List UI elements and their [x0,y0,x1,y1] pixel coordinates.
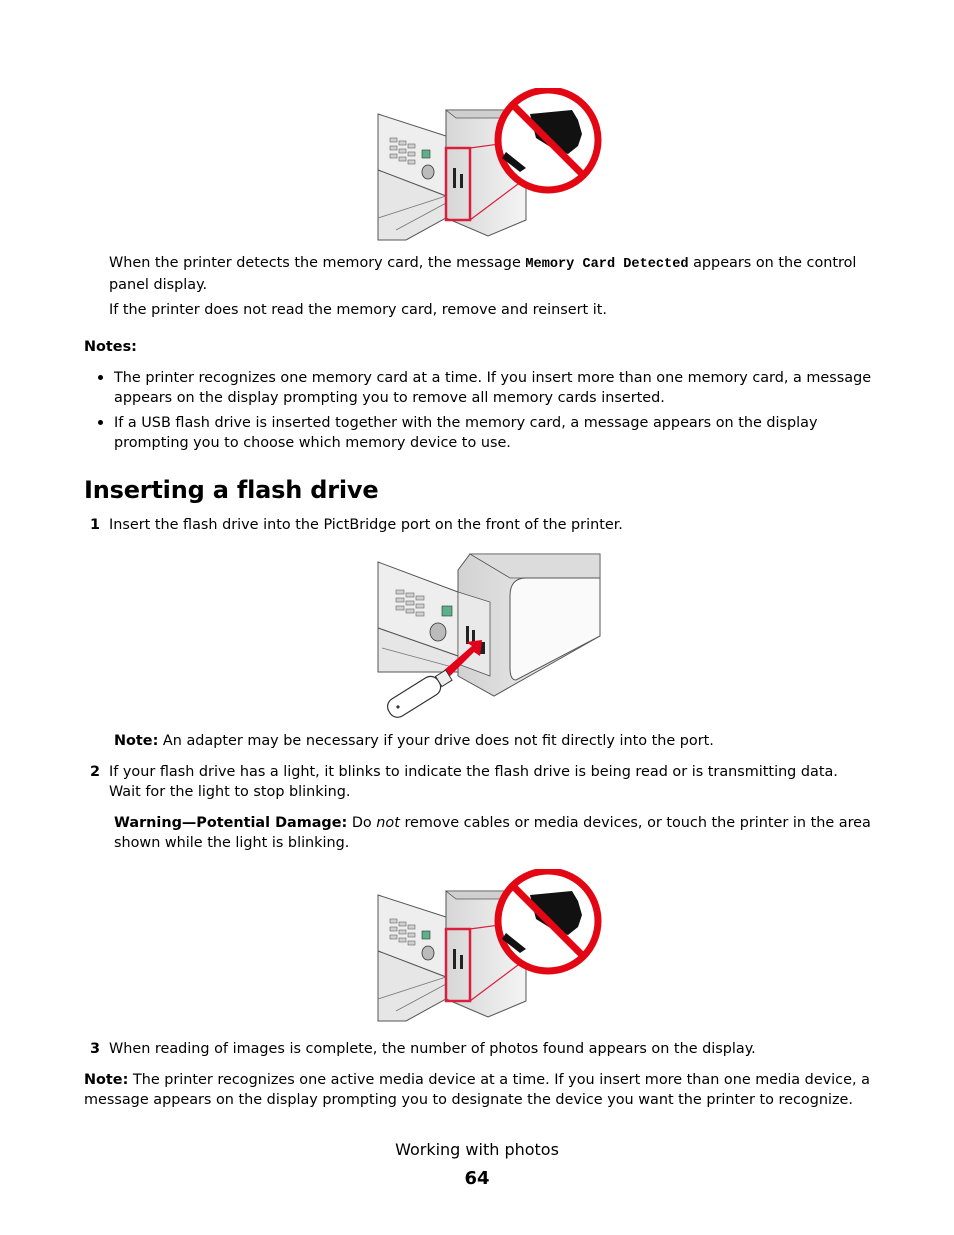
note-label: Note: [84,1072,129,1088]
step-3-text: When reading of images is complete, the number of photos found appears on the display. [109,1041,756,1057]
step-1-text: Insert the flash drive into the PictBridge port on the front of the printer. [109,517,623,533]
memory-card-detected-paragraph: When the printer detects the memory card, the message Memory Card Detected appears on the control panel display. [109,255,857,293]
note-adapter: Note: An adapter may be necessary if your drive does not fit directly into the port. [114,733,714,749]
step-3-number: 3 [90,1041,101,1057]
insert-flash-drive-figure [376,548,604,718]
note-one-device: Note: The printer recognizes one active media device at a time. If you insert more than one media device, a message appears on the display prompting you to designate the device you want the printer to recognize. [84,1072,870,1108]
printer-no-touch-figure-1 [376,88,604,244]
step-2-number: 2 [90,764,101,780]
note-item-2: If a USB flash drive is inserted together with the memory card, a message appears on the display prompting you to choose which memory device to use. [114,415,818,451]
bullet-icon [98,420,103,425]
reinsert-paragraph: If the printer does not read the memory card, remove and reinsert it. [109,302,607,318]
note-label: Note: [114,733,159,749]
note-item-1: The printer recognizes one memory card at a time. If you insert more than one memory card, a message appears on the display prompting you to remove all memory cards inserted. [114,370,872,406]
printer-no-touch-figure-2 [376,869,604,1025]
step-2-text: If your flash drive has a light, it blinks to indicate the flash drive is being read or is transmitting data. Wait for the light to stop blinking. [109,764,838,800]
notes-label: Notes: [84,339,137,355]
footer-section-title: Working with photos [395,1140,559,1159]
step-1-number: 1 [90,517,101,533]
memory-card-detected-message: Memory Card Detected [525,257,689,272]
warning-paragraph: Warning—Potential Damage: Do not remove cables or media devices, or touch the printer in the area shown while the light is blinking. [114,815,871,851]
warning-label: Warning—Potential Damage: [114,815,348,831]
page-number: 64 [464,1168,490,1189]
section-heading: Inserting a flash drive [84,476,379,504]
bullet-icon [98,375,103,380]
